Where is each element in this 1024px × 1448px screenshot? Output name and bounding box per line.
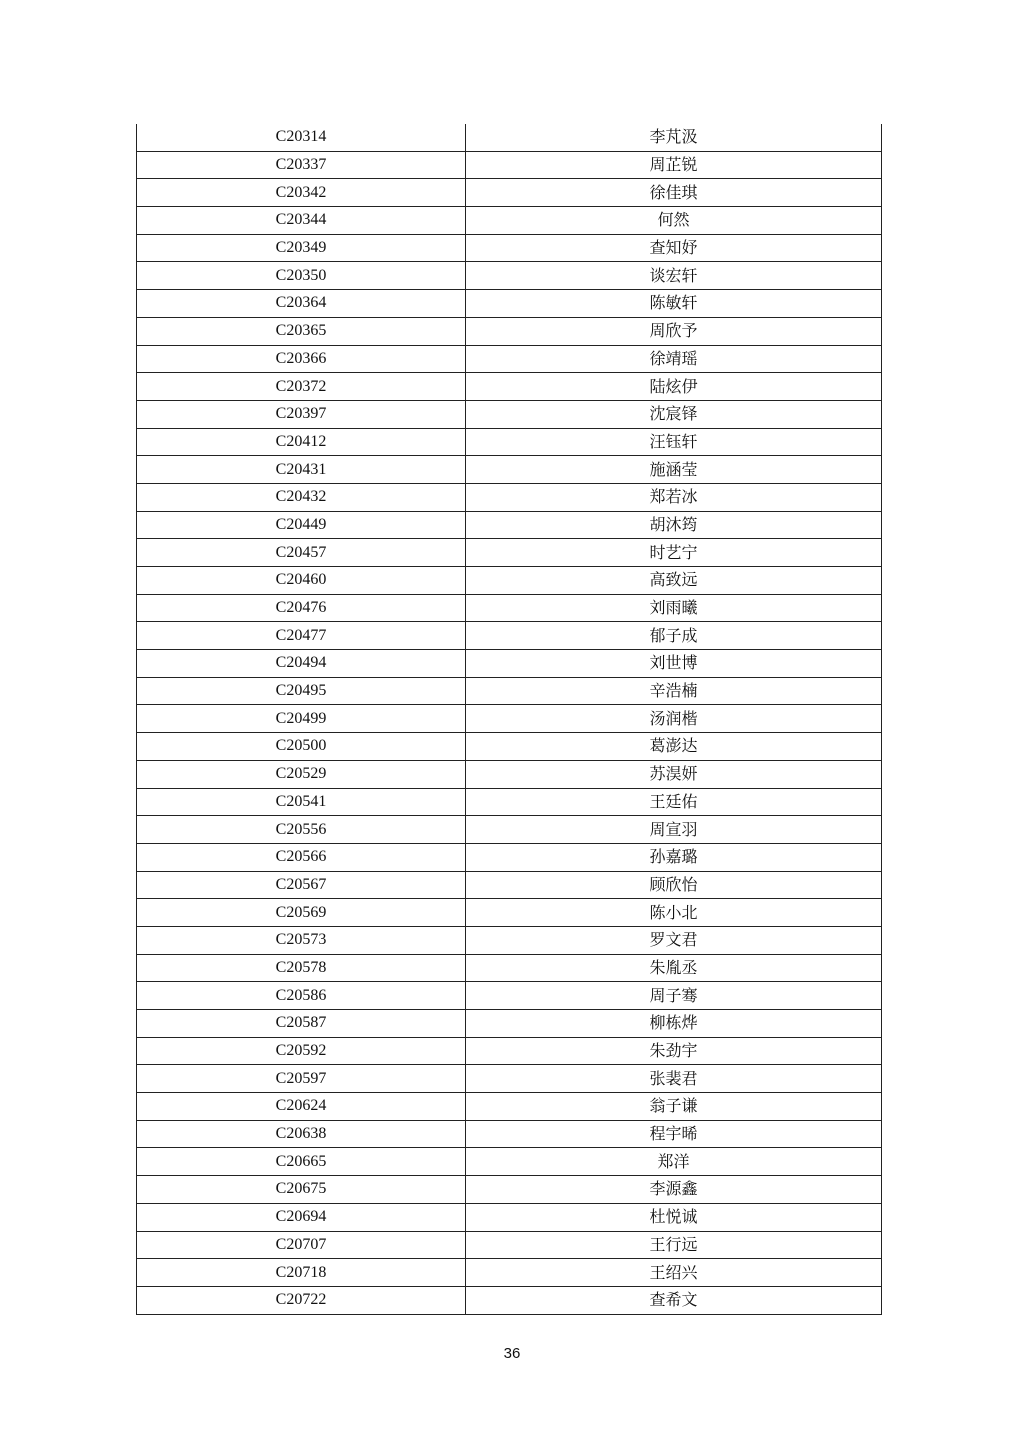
table-row [137,483,882,511]
student-name-cell: 施涵莹 [466,456,882,484]
table-row [137,816,882,844]
table-row [137,539,882,567]
table-row [137,622,882,650]
student-id-cell: C20694 [137,1203,466,1231]
table-row [137,1176,882,1204]
student-id-cell: C20365 [137,317,466,345]
student-name-cell: 王廷佑 [466,788,882,816]
table-row [137,1148,882,1176]
student-name-cell: 王行远 [466,1231,882,1259]
table-row [137,871,882,899]
student-id-cell: C20349 [137,234,466,262]
student-name-cell: 罗文君 [466,926,882,954]
table-row [137,151,882,179]
student-id-cell: C20718 [137,1259,466,1287]
student-id-cell: C20587 [137,1010,466,1038]
student-id-cell: C20541 [137,788,466,816]
student-name-cell: 刘雨曦 [466,594,882,622]
student-name-cell: 沈宸铎 [466,400,882,428]
student-id-cell: C20314 [137,124,466,151]
student-id-cell: C20460 [137,567,466,595]
table-row [137,594,882,622]
table-row [137,1231,882,1259]
student-name-cell: 杜悦诚 [466,1203,882,1231]
student-name-cell: 徐佳琪 [466,179,882,207]
student-id-cell: C20477 [137,622,466,650]
student-name-cell: 胡沐筠 [466,511,882,539]
student-name-cell: 查知妤 [466,234,882,262]
student-name-cell: 柳栋烨 [466,1010,882,1038]
student-id-cell: C20476 [137,594,466,622]
table-row [137,843,882,871]
student-id-cell: C20364 [137,290,466,318]
table-row [137,705,882,733]
student-name-cell: 程宇晞 [466,1120,882,1148]
roster-body [137,124,882,1314]
student-name-cell: 陈敏轩 [466,290,882,318]
student-id-cell: C20567 [137,871,466,899]
student-name-cell: 何然 [466,207,882,235]
student-name-cell: 汪钰轩 [466,428,882,456]
student-id-cell: C20449 [137,511,466,539]
student-name-cell: 徐靖瑶 [466,345,882,373]
table-row [137,1286,882,1314]
table-row [137,954,882,982]
student-name-cell: 刘世博 [466,650,882,678]
table-row [137,317,882,345]
student-id-cell: C20624 [137,1093,466,1121]
student-name-cell: 辛浩楠 [466,677,882,705]
student-id-cell: C20586 [137,982,466,1010]
table-row [137,1037,882,1065]
table-row [137,290,882,318]
student-id-cell: C20397 [137,400,466,428]
table-row [137,456,882,484]
student-name-cell: 郑若冰 [466,483,882,511]
student-name-cell: 周子骞 [466,982,882,1010]
table-row [137,124,882,151]
table-row [137,179,882,207]
student-name-cell: 翁子谦 [466,1093,882,1121]
student-name-cell: 时艺宁 [466,539,882,567]
student-id-cell: C20366 [137,345,466,373]
student-id-cell: C20529 [137,760,466,788]
table-row [137,926,882,954]
student-name-cell: 王绍兴 [466,1259,882,1287]
student-id-cell: C20342 [137,179,466,207]
student-name-cell: 孙嘉璐 [466,843,882,871]
table-row [137,1120,882,1148]
student-name-cell: 郁子成 [466,622,882,650]
roster-table [136,124,882,1315]
student-name-cell: 朱胤丞 [466,954,882,982]
student-id-cell: C20675 [137,1176,466,1204]
student-id-cell: C20566 [137,843,466,871]
student-id-cell: C20337 [137,151,466,179]
student-id-cell: C20722 [137,1286,466,1314]
table-row [137,234,882,262]
student-id-cell: C20350 [137,262,466,290]
student-id-cell: C20578 [137,954,466,982]
student-name-cell: 汤润楷 [466,705,882,733]
table-row [137,1010,882,1038]
student-name-cell: 陈小北 [466,899,882,927]
table-row [137,345,882,373]
student-name-cell: 顾欣怡 [466,871,882,899]
student-id-cell: C20665 [137,1148,466,1176]
student-name-cell: 苏淏妍 [466,760,882,788]
student-id-cell: C20432 [137,483,466,511]
student-id-cell: C20494 [137,650,466,678]
student-id-cell: C20592 [137,1037,466,1065]
student-name-cell: 李源鑫 [466,1176,882,1204]
page-number: 36 [503,1345,521,1362]
table-row [137,1093,882,1121]
table-row [137,650,882,678]
table-row [137,207,882,235]
student-name-cell: 高致远 [466,567,882,595]
student-name-cell: 陆炫伊 [466,373,882,401]
student-name-cell: 张裴君 [466,1065,882,1093]
table-row [137,262,882,290]
student-id-cell: C20638 [137,1120,466,1148]
student-id-cell: C20372 [137,373,466,401]
student-name-cell: 朱劲宇 [466,1037,882,1065]
table-row [137,677,882,705]
table-row [137,899,882,927]
student-name-cell: 李芃汲 [466,124,882,151]
table-row [137,400,882,428]
table-row [137,1065,882,1093]
table-row [137,760,882,788]
table-row [137,373,882,401]
table-row [137,1259,882,1287]
student-id-cell: C20500 [137,733,466,761]
table-row [137,1203,882,1231]
table-row [137,567,882,595]
table-row [137,982,882,1010]
student-id-cell: C20597 [137,1065,466,1093]
student-id-cell: C20495 [137,677,466,705]
student-id-cell: C20573 [137,926,466,954]
student-id-cell: C20344 [137,207,466,235]
student-name-cell: 谈宏轩 [466,262,882,290]
student-id-cell: C20499 [137,705,466,733]
table-row [137,428,882,456]
student-name-cell: 葛澎达 [466,733,882,761]
student-id-cell: C20412 [137,428,466,456]
table-row [137,788,882,816]
student-name-cell: 周芷锐 [466,151,882,179]
student-id-cell: C20707 [137,1231,466,1259]
student-id-cell: C20569 [137,899,466,927]
student-id-cell: C20556 [137,816,466,844]
student-id-cell: C20457 [137,539,466,567]
student-name-cell: 郑洋 [466,1148,882,1176]
student-name-cell: 周欣予 [466,317,882,345]
table-row [137,733,882,761]
student-name-cell: 查希文 [466,1286,882,1314]
student-name-cell: 周宣羽 [466,816,882,844]
table-row [137,511,882,539]
student-id-cell: C20431 [137,456,466,484]
